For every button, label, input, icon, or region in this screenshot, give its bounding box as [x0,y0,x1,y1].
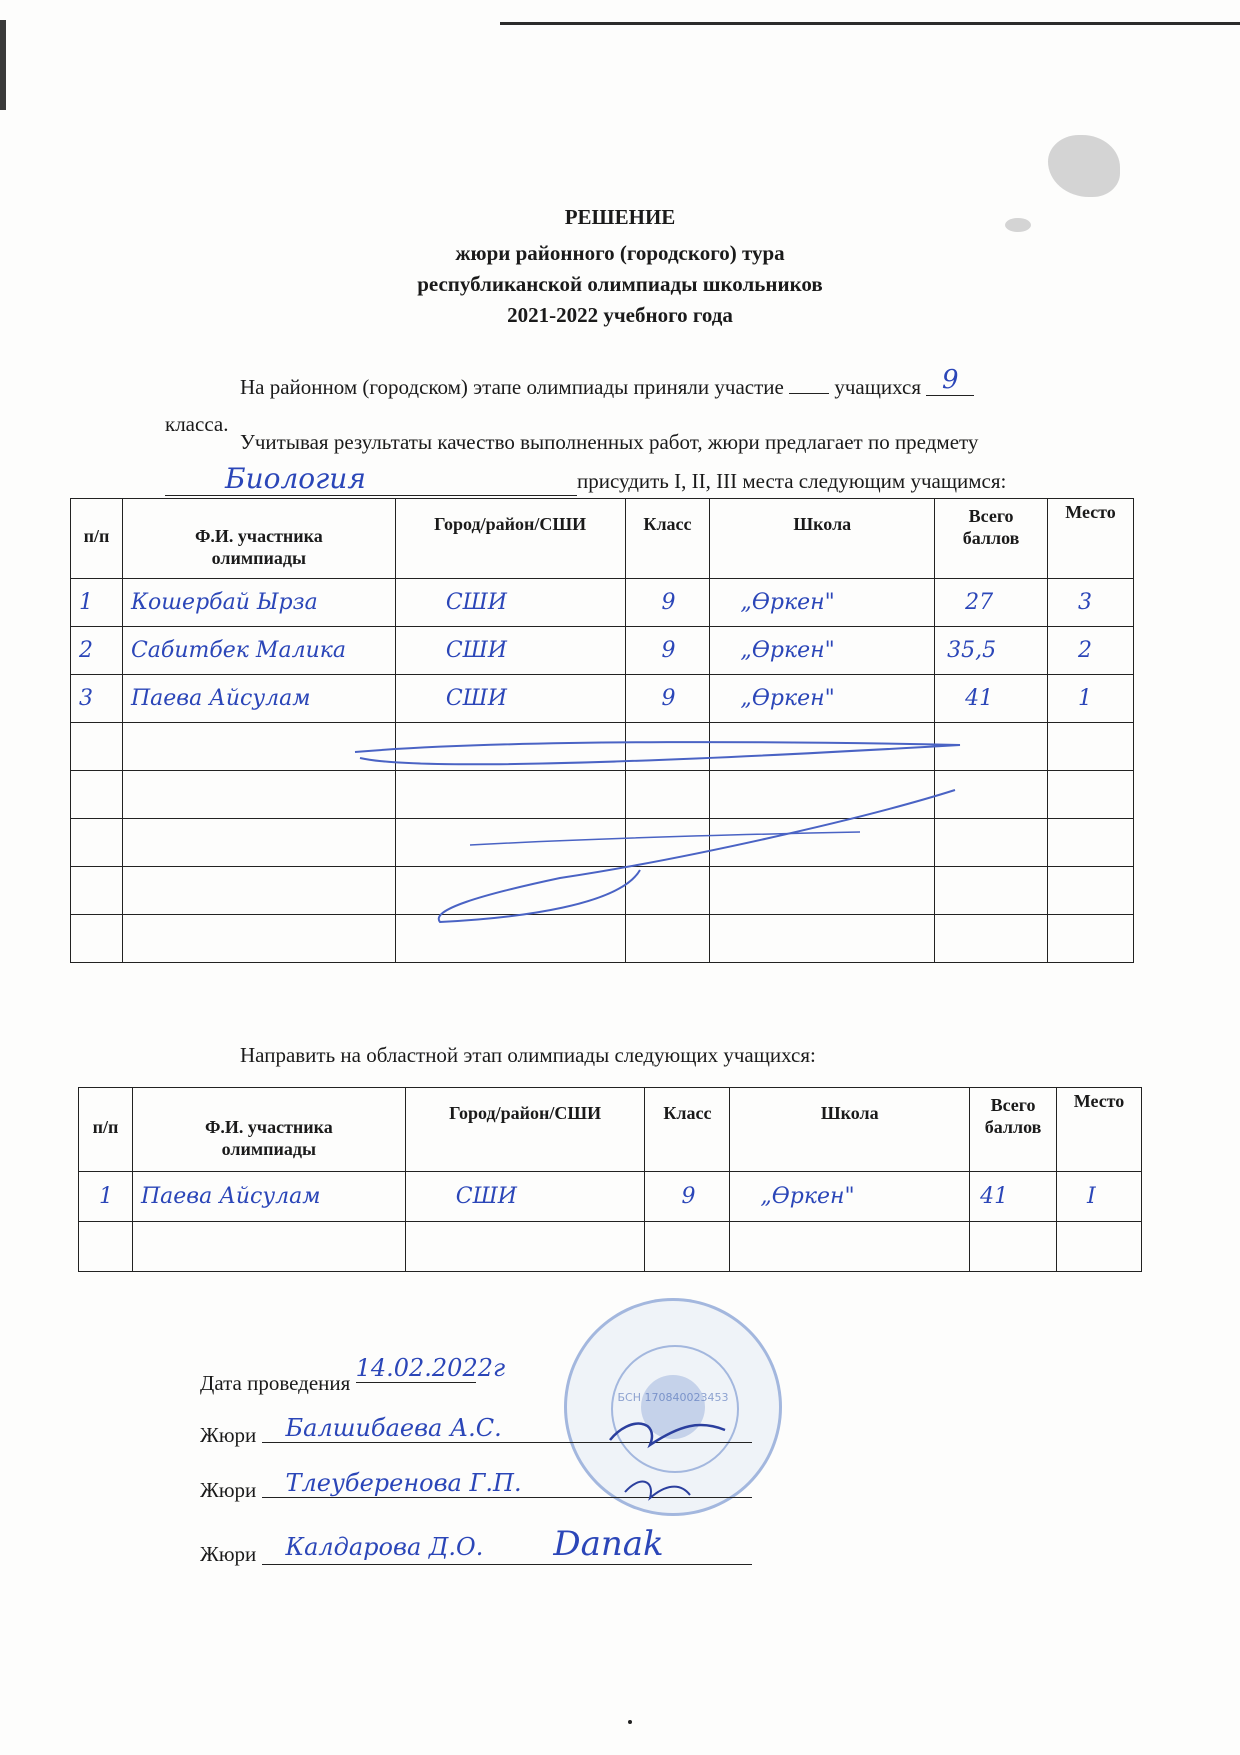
cell-grade: 9 [625,627,710,675]
date-label: Дата проведения [200,1371,351,1395]
intro-text-5: присудить I, II, III места следующим учащимся: [577,469,1007,493]
col-place: Место [1057,1088,1142,1172]
cell-school: „Өркен" [730,1172,970,1222]
cell-score: 27 [935,579,1048,627]
cell-city: СШИ [395,675,625,723]
doc-title: РЕШЕНИЕ [564,205,676,229]
cell-score: 35,5 [935,627,1048,675]
doc-subtitle-2: республиканской олимпиады школьников [417,272,823,296]
intro-text-1: На районном (городском) этапе олимпиады приняли участие [240,375,784,399]
date-value: 14.02.2022г [355,1354,506,1382]
cell-num: 1 [79,1172,133,1222]
jury-label: Жюри [200,1423,257,1447]
col-city: Город/район/СШИ [405,1088,645,1172]
col-score-line2: баллов [984,1117,1042,1137]
jury-name-1: Балшибаева А.С. [262,1414,752,1443]
col-name-line1: Ф.И. участника [204,1117,333,1137]
jury-name-2: Тлеуберенова Г.П. [262,1469,752,1498]
col-name-line1: Ф.И. участника [194,526,323,546]
intro-text-3: класса. [165,412,229,436]
col-school: Школа [710,499,935,579]
cell-grade: 9 [645,1172,730,1222]
col-name-line2: олимпиады [211,548,307,568]
cell-place: 2 [1048,627,1134,675]
intro-text-2: учащихся [834,375,921,399]
cell-num: 2 [71,627,123,675]
direction-text: Направить на областной этап олимпиады следующих учащихся: [240,1043,816,1067]
jury-label: Жюри [200,1542,257,1566]
cell-school: „Өркен" [710,675,935,723]
cell-grade: 9 [625,579,710,627]
cell-place: 1 [1048,675,1134,723]
cell-score: 41 [970,1172,1057,1222]
jury-name-3-text: Калдарова Д.О. [285,1533,484,1561]
cell-num: 1 [71,579,123,627]
col-score-line2: баллов [962,528,1020,548]
cell-grade: 9 [625,675,710,723]
intro-text-4: Учитывая результаты качество выполненных работ, жюри предлагает по предмету [240,430,979,454]
signature-danak: Danak [553,1524,664,1564]
col-city: Город/район/СШИ [395,499,625,579]
page-dot [628,1720,632,1724]
col-grade: Класс [625,499,710,579]
col-place: Место [1048,499,1134,579]
subject-filled: Биология [165,462,577,496]
col-school: Школа [730,1088,970,1172]
cell-score: 41 [935,675,1048,723]
col-grade: Класс [645,1088,730,1172]
cell-name: Паева Айсулам [132,1172,405,1222]
cell-name: Паева Айсулам [122,675,395,723]
cell-city: СШИ [395,627,625,675]
cell-name: Кошербай Ырза [122,579,395,627]
stamp-text: БСН 170840023453 [617,1391,729,1404]
doc-subtitle-3: 2021-2022 учебного года [507,303,733,327]
col-name-line2: олимпиады [221,1139,317,1159]
doc-subtitle-1: жюри районного (городского) тура [455,241,785,265]
col-num: п/п [79,1088,133,1172]
cell-city: СШИ [395,579,625,627]
col-score-line1: Всего [968,506,1014,526]
cell-num: 3 [71,675,123,723]
col-num: п/п [71,499,123,579]
cell-name: Сабитбек Малика [122,627,395,675]
grade-filled: 9 [926,365,974,396]
cell-school: „Өркен" [710,627,935,675]
cell-school: „Өркен" [710,579,935,627]
col-score-line1: Всего [990,1095,1036,1115]
jury-label: Жюри [200,1478,257,1502]
cell-place: 3 [1048,579,1134,627]
cell-city: СШИ [405,1172,645,1222]
cell-place: I [1057,1172,1142,1222]
